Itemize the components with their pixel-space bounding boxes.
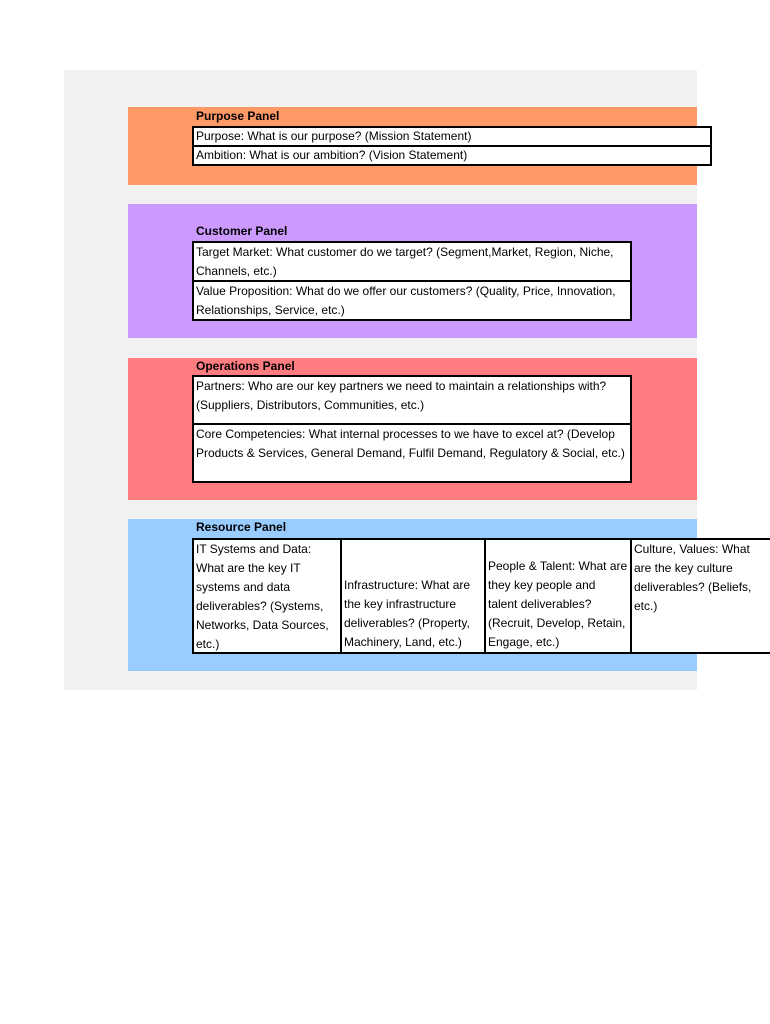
culture-values-text: Culture, Values: What are the key culture deliverables? (Beliefs, etc.) bbox=[634, 542, 752, 613]
purpose-panel bbox=[128, 107, 697, 185]
purpose-panel-title: Purpose Panel bbox=[196, 109, 280, 123]
spreadsheet-page bbox=[64, 70, 752, 690]
people-talent-text: People & Talent: What are they key people and talent deliverables? (Recruit, Develop, Retain, Engage, etc.) bbox=[488, 559, 628, 649]
infrastructure-cell bbox=[340, 538, 486, 654]
resource-panel bbox=[128, 519, 752, 671]
operations-panel-title: Operations Panel bbox=[196, 359, 295, 373]
infrastructure-text: Infrastructure: What are the key infrastructure deliverables? (Property, Machinery, Land, etc.) bbox=[344, 578, 471, 649]
operations-panel bbox=[128, 358, 697, 500]
customer-panel bbox=[128, 204, 697, 338]
customer-panel-title: Customer Panel bbox=[196, 224, 288, 238]
people-talent-cell bbox=[484, 538, 630, 654]
partners-row: Partners: Who are our key partners we need to maintain a relationships with? (Suppliers, Distributors, Communities, etc.) bbox=[192, 375, 632, 425]
it-systems-text: IT Systems and Data: What are the key IT systems and data deliverables? (Systems, Networks, Data Sources, etc.) bbox=[196, 542, 329, 651]
culture-values-cell bbox=[630, 538, 770, 654]
resource-panel-title: Resource Panel bbox=[196, 520, 287, 534]
purpose-row: Purpose: What is our purpose? (Mission Statement) bbox=[192, 126, 712, 147]
target-market-row: Target Market: What customer do we target? (Segment,Market, Region, Niche, Channels, etc.) bbox=[192, 241, 632, 282]
value-proposition-row: Value Proposition: What do we offer our customers? (Quality, Price, Innovation, Relationships, Service, etc.) bbox=[192, 280, 632, 321]
it-systems-cell bbox=[192, 538, 342, 654]
core-competencies-row: Core Competencies: What internal processes to we have to excel at? (Develop Products & Services, General Demand, Fulfil Demand, Regulatory & Social, etc.) bbox=[192, 423, 632, 483]
ambition-row: Ambition: What is our ambition? (Vision Statement) bbox=[192, 145, 712, 166]
